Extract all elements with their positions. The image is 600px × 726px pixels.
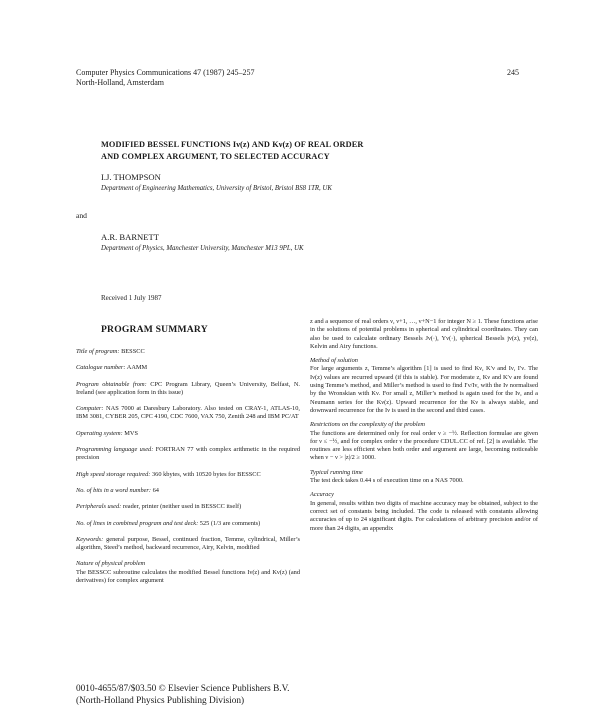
summary-entry	[76, 471, 300, 479]
entry-label: No. of lines in combined program and test deck:	[76, 519, 199, 527]
received-date: Received 1 July 1987	[101, 294, 162, 302]
entry-label: Program obtainable from:	[76, 380, 147, 388]
summary-entry	[76, 503, 300, 511]
entry-label: Programming language used:	[76, 446, 154, 454]
page-number: 245	[507, 68, 519, 77]
entry-text: general purpose, Bessel, continued fraction, Temme, cylindrical, Miller’s algorithm, Steed’s method, backward recurrence, Airy, Kelvin, modified	[76, 535, 300, 552]
and-text: and	[76, 211, 87, 220]
entry-label: No. of bits in a word number:	[76, 486, 152, 494]
entry-text: 360 kbytes, with 10520 bytes for BESSCC	[150, 470, 261, 478]
summary-entry	[76, 348, 300, 356]
section-heading: Restrictions on the complexity of the problem	[310, 421, 425, 429]
summary-entry	[76, 536, 300, 553]
summary-entry	[76, 520, 300, 528]
section-text: The test deck takes 0.44 s of execution time on a NAS 7000.	[310, 477, 464, 485]
author-affiliation: Department of Physics, Manchester University, Manchester M13 9PL, UK	[101, 245, 304, 252]
summary-entry	[76, 381, 300, 398]
summary-entry	[76, 430, 300, 438]
author-affiliation: Department of Engineering Mathematics, University of Bristol, Bristol BS8 1TR, UK	[101, 185, 332, 192]
continuation-text: z and a sequence of real orders ν, ν+1, …, ν+N−1 for integer N ≥ 1. These functions arise in the solutions of potential problems in spherical and cylindrical coordinates. They can also be used to calculate ordinary Bessels Jν(·), Yν(·), spherical Bessels jν(z), yν(z), Kelvin and Airy functions.	[310, 318, 538, 350]
summary-entry	[76, 364, 300, 372]
journal-line2: North-Holland, Amsterdam	[76, 78, 164, 87]
title-line1: MODIFIED BESSEL FUNCTIONS Iν(z) AND Kν(z) OF REAL ORDER	[101, 140, 364, 149]
footer-line2: (North-Holland Physics Publishing Division)	[76, 696, 245, 706]
section-heading: Method of solution	[310, 357, 358, 365]
entry-text: MVS	[122, 429, 139, 437]
section-text: For large arguments z, Temme’s algorithm [1] is used to find Kν, K′ν and Iν, I′ν. The Iν(z) values are recurred upward (if this is stable). For moderate z, Kν and K′ν are found using Temme’s method, and Miller’s method is used to find I′ν/Iν, with the Iν normalised by the Wronskian with Kν. For small z, Miller’s method is again used for the Iν, and a Neumann series for the Kν(z). Upward recurrence for the Kν is always stable, and downward recurrence for the Iν is used in the second and third cases.	[310, 365, 538, 414]
summary-entry	[76, 487, 300, 495]
section-text: In general, results within two digits of machine accuracy may be obtained, subject to the correct set of constants being included. The code is released with constants allowing accuracies of up to 24 significant digits. For calculations of arbitrary precision and/or of more than 24 digits, an appendix	[310, 499, 538, 532]
entry-text: FORTRAN 77 with complex arithmetic in the required precision	[76, 446, 300, 462]
program-summary-heading: PROGRAM SUMMARY	[101, 324, 208, 335]
entry-text: AAMM	[125, 364, 148, 372]
copyright-footer	[76, 683, 289, 707]
summary-entry	[76, 405, 300, 422]
author-name: I.J. THOMPSON	[101, 172, 161, 182]
right-column	[310, 318, 538, 537]
paper-title	[101, 139, 363, 163]
journal-line1: Computer Physics Communications 47 (1987) 245–257	[76, 68, 255, 77]
section-heading: Typical running time	[310, 468, 363, 476]
left-column	[76, 348, 300, 585]
entry-text: 64	[151, 486, 159, 494]
entry-label: Catalogue number:	[76, 364, 126, 372]
entry-label: Peripherals used:	[76, 503, 122, 511]
summary-entry	[76, 446, 300, 463]
entry-text: 525 (1/3 are comments)	[198, 519, 261, 527]
entry-label: Computer:	[76, 405, 104, 413]
nature-heading: Nature of physical problem	[76, 560, 146, 568]
entry-text: NAS 7000 at Daresbury Laboratory. Also tested on CRAY-1, ATLAS-10, IBM 3081, CYBER 205, CPC 4190, CDC 7600, VAX 750, Zenith 248 and IBM PC/AT	[76, 405, 300, 421]
footer-line1: 0010-4655/87/$03.50 © Elsevier Science Publishers B.V.	[76, 684, 290, 694]
journal-header	[76, 68, 254, 88]
section-text: The functions are determined only for real order ν ≥ −½. Reflection formulae are given for ν ≤ −½, and for complex order ν the procedure CDUL.CC of ref. [2] is available. The routines are less efficient when both order and argument are large, becoming noticeable when ν − ν > |z|/2 ≥ 1000.	[310, 429, 538, 462]
entry-label: Operating system:	[76, 429, 123, 437]
section-heading: Accuracy	[310, 491, 334, 499]
entry-label: Keywords:	[76, 535, 104, 543]
entry-text: BESSCC	[119, 348, 145, 355]
title-line2: AND COMPLEX ARGUMENT, TO SELECTED ACCURACY	[101, 152, 330, 161]
author-name: A.R. BARNETT	[101, 232, 160, 242]
entry-text: CPC Program Library, Queen’s University, Belfast, N. Ireland (see application form in this issue)	[76, 380, 300, 396]
nature-text: The BESSCC subroutine calculates the modified Bessel functions Iν(z) and Kν(z) (and derivatives) for complex argument	[76, 568, 300, 585]
entry-text: reader, printer (neither used in BESSCC itself)	[121, 503, 242, 511]
entry-label: Title of program:	[76, 348, 120, 355]
entry-label: High speed storage required:	[76, 470, 151, 478]
